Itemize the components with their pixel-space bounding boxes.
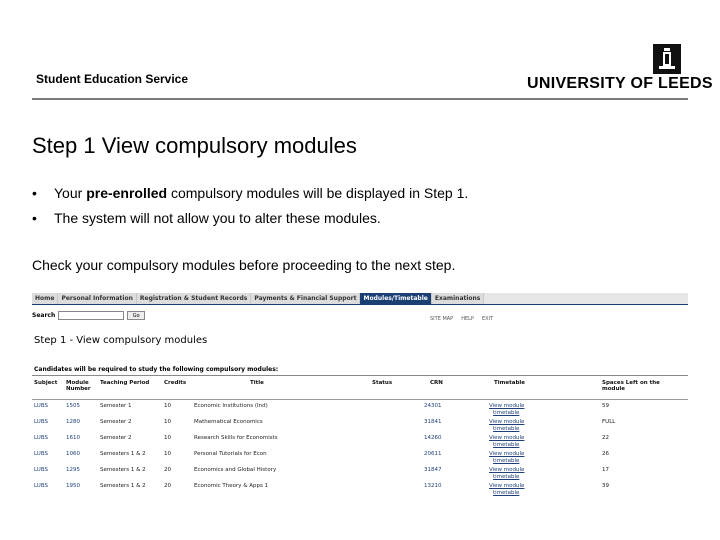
cell-spaces-left: 17: [602, 467, 609, 473]
link-text: timetable: [493, 458, 520, 464]
table-row: [32, 464, 688, 480]
link-text: View module: [489, 467, 525, 473]
cell-module-number: 1610: [66, 435, 80, 441]
link-help[interactable]: HELP: [461, 316, 474, 322]
cell-subject: LUBS: [34, 467, 48, 473]
cell-module-number: 1280: [66, 419, 80, 425]
cell-module-number: 1505: [66, 403, 80, 409]
cell-teaching-period: Semesters 1 & 2: [100, 483, 146, 489]
cell-teaching-period: Semester 1: [100, 403, 132, 409]
cell-title: Personal Tutorials for Econ: [194, 451, 267, 457]
cell-credits: 10: [164, 403, 171, 409]
bullet-item: [32, 184, 468, 209]
link-text: View module: [489, 419, 525, 425]
link-text: timetable: [493, 410, 520, 416]
cell-title: Mathematical Economics: [194, 419, 263, 425]
col-status: Status: [372, 380, 393, 386]
col-credits: Credits: [164, 380, 187, 386]
col-subject: Subject: [34, 380, 58, 386]
section-divider: [32, 375, 688, 376]
view-timetable-link[interactable]: [489, 483, 549, 497]
tab-modules-timetable[interactable]: Modules/Timetable: [360, 293, 431, 304]
cell-teaching-period: Semester 2: [100, 435, 132, 441]
cell-module-number: 1060: [66, 451, 80, 457]
tab-payments[interactable]: Payments & Financial Support: [251, 293, 360, 304]
cell-crn: 20611: [424, 451, 442, 457]
col-module-number: Module Number: [66, 380, 91, 392]
modules-table: [32, 380, 688, 496]
col-teaching-period: Teaching Period: [100, 380, 150, 386]
search-go-button[interactable]: Go: [127, 311, 145, 320]
view-timetable-link[interactable]: [489, 451, 549, 465]
cell-module-number: 1295: [66, 467, 80, 473]
table-row: [32, 432, 688, 448]
col-spaces-left: Spaces Left on the module: [602, 380, 660, 392]
link-exit[interactable]: EXIT: [481, 316, 494, 322]
link-text: timetable: [493, 426, 520, 432]
cell-credits: 20: [164, 467, 171, 473]
col-timetable: Timetable: [494, 380, 525, 386]
view-timetable-link[interactable]: [489, 403, 549, 417]
search-bar: [32, 309, 145, 321]
cell-spaces-left: 59: [602, 403, 609, 409]
cell-credits: 10: [164, 451, 171, 457]
university-name: UNIVERSITY OF LEEDS: [527, 75, 713, 92]
cell-title: Economic Theory & Apps 1: [194, 483, 269, 489]
tab-personal-information[interactable]: Personal Information: [58, 293, 136, 304]
table-header-row: [32, 380, 688, 400]
bullet-list: [32, 184, 468, 234]
cell-crn: 31841: [424, 419, 442, 425]
bullet-emphasis: pre-enrolled: [86, 185, 168, 201]
instruction-note: Check your compulsory modules before proceeding to the next step.: [32, 257, 456, 273]
bullet-text: compulsory modules will be displayed in Step 1.: [167, 185, 469, 201]
link-text: timetable: [493, 490, 520, 496]
cell-credits: 10: [164, 419, 171, 425]
cell-crn: 31847: [424, 467, 442, 473]
view-timetable-link[interactable]: [489, 467, 549, 481]
cell-title: Research Skills for Economists: [194, 435, 278, 441]
tab-registration[interactable]: Registration & Student Records: [137, 293, 251, 304]
cell-teaching-period: Semesters 1 & 2: [100, 467, 146, 473]
link-site-map[interactable]: SITE MAP: [430, 316, 454, 322]
col-title: Title: [250, 380, 264, 386]
link-text: View module: [489, 403, 525, 409]
bullet-text: Your: [54, 185, 87, 201]
view-timetable-link[interactable]: [489, 435, 549, 449]
link-text: View module: [489, 483, 525, 489]
cell-subject: LUBS: [34, 435, 48, 441]
cell-subject: LUBS: [34, 419, 48, 425]
cell-title: Economic Institutions (Ind): [194, 403, 268, 409]
tab-examinations[interactable]: Examinations: [432, 293, 485, 304]
cell-crn: 14260: [424, 435, 442, 441]
table-row: [32, 416, 688, 432]
top-links: [430, 316, 493, 322]
cell-subject: LUBS: [34, 403, 48, 409]
search-label: Search: [32, 311, 56, 319]
portal-tab-bar: [32, 293, 688, 305]
service-title: Student Education Service: [36, 72, 189, 86]
link-text: timetable: [493, 442, 520, 448]
cell-spaces-left: 26: [602, 451, 609, 457]
university-logo: [527, 44, 713, 92]
table-row: [32, 400, 688, 416]
cell-credits: 10: [164, 435, 171, 441]
cell-crn: 24301: [424, 403, 442, 409]
table-row: [32, 480, 688, 496]
link-text: timetable: [493, 474, 520, 480]
cell-spaces-left: 22: [602, 435, 609, 441]
link-text: View module: [489, 451, 525, 457]
cell-subject: LUBS: [34, 451, 48, 457]
cell-teaching-period: Semesters 1 & 2: [100, 451, 146, 457]
portal-screenshot: [32, 293, 688, 500]
link-text: View module: [489, 435, 525, 441]
cell-crn: 13210: [424, 483, 442, 489]
cell-module-number: 1950: [66, 483, 80, 489]
tab-home[interactable]: Home: [32, 293, 58, 304]
cell-title: Economics and Global History: [194, 467, 277, 473]
cell-credits: 20: [164, 483, 171, 489]
candidates-heading: Candidates will be required to study the following compulsory modules:: [34, 366, 279, 373]
university-shield-icon: [653, 44, 681, 74]
search-input[interactable]: [58, 311, 124, 320]
cell-subject: LUBS: [34, 483, 48, 489]
view-timetable-link[interactable]: [489, 419, 549, 433]
cell-spaces-left: 39: [602, 483, 609, 489]
col-crn: CRN: [430, 380, 443, 386]
bullet-item: [32, 209, 468, 234]
header-divider: [32, 98, 688, 100]
step-heading: Step 1 - View compulsory modules: [34, 335, 208, 346]
table-row: [32, 448, 688, 464]
bullet-text: The system will not allow you to alter these modules.: [54, 210, 381, 226]
cell-teaching-period: Semester 2: [100, 419, 132, 425]
slide-title: Step 1 View compulsory modules: [32, 133, 357, 158]
cell-spaces-left: FULL: [602, 419, 616, 425]
